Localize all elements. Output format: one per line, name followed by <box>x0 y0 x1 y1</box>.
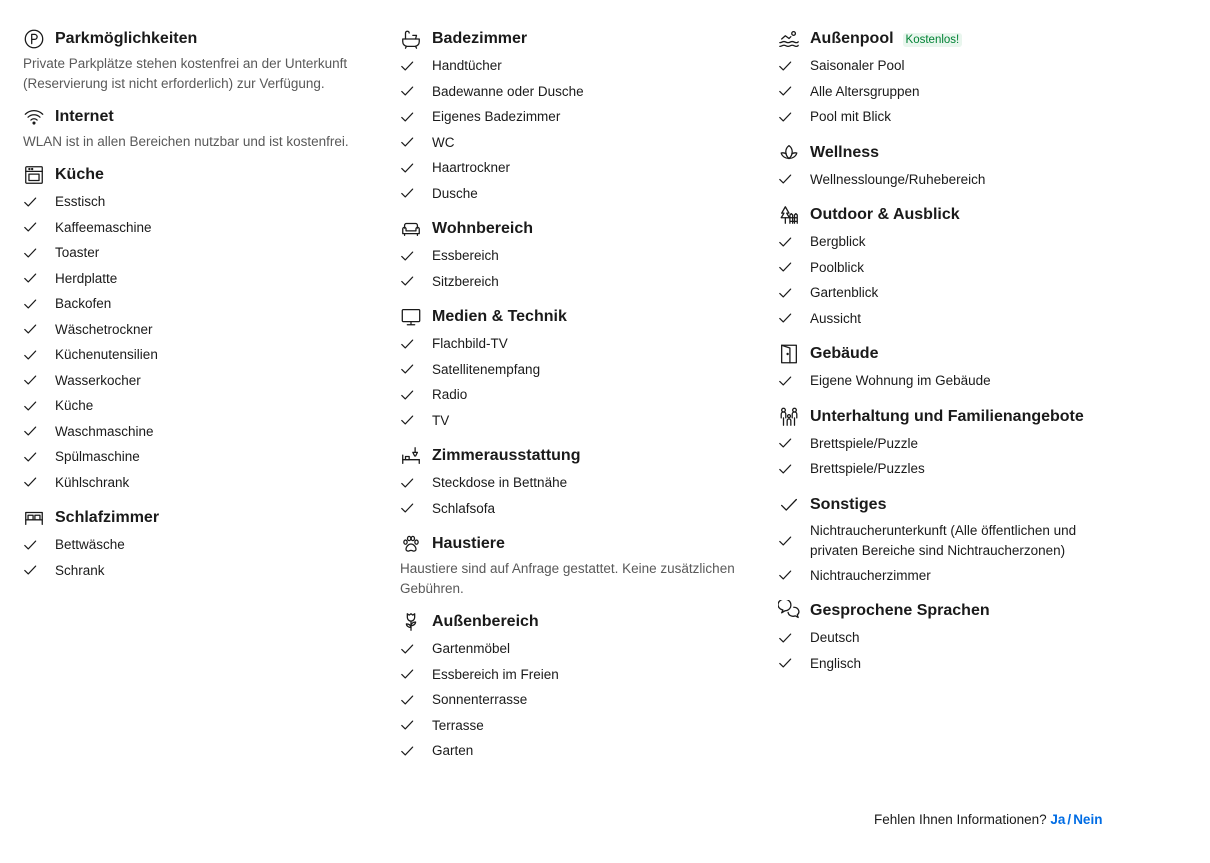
section-header <box>23 162 373 188</box>
check-icon <box>23 297 37 311</box>
section-outdoor <box>400 609 752 764</box>
section-title: Außenbereich <box>432 613 539 630</box>
list-item-label: Kaffeemaschine <box>55 219 152 235</box>
check-icon <box>400 413 414 427</box>
list-item-label: Satellitenempfang <box>432 361 541 377</box>
list-item-label: Englisch <box>810 655 862 671</box>
section-parking <box>23 26 373 94</box>
list-item-label: Deutsch <box>810 630 860 646</box>
section-title: Haustiere <box>432 535 505 552</box>
section-title: Internet <box>55 108 114 125</box>
list-item <box>400 104 752 130</box>
facilities-column-3 <box>778 26 1113 686</box>
section-wellness <box>778 140 1113 193</box>
list-item <box>778 229 1113 255</box>
facility-list <box>400 243 752 294</box>
flower-icon <box>400 611 422 633</box>
section-title: Zimmerausstattung <box>432 447 581 464</box>
list-item-label: Kühlschrank <box>55 474 130 490</box>
list-item-label: Badewanne oder Dusche <box>432 83 584 99</box>
section-title: Badezimmer <box>432 30 528 47</box>
facility-list <box>778 519 1113 589</box>
check-icon <box>400 476 414 490</box>
list-item <box>778 167 1113 193</box>
section-header <box>400 531 752 557</box>
section-header <box>400 443 752 469</box>
feedback-no-link[interactable]: Nein <box>1073 812 1103 827</box>
list-item <box>400 738 752 764</box>
facility-list <box>778 167 1113 193</box>
list-item-label: Gartenblick <box>810 285 879 301</box>
feedback-separator: / <box>1067 812 1072 827</box>
check-icon <box>400 667 414 681</box>
facility-list <box>400 53 752 206</box>
list-item-label: Garten <box>432 743 474 759</box>
section-title: Wellness <box>810 143 880 161</box>
check-icon <box>778 462 792 476</box>
section-title: Sonstiges <box>810 495 887 513</box>
section-title: Outdoor & Ausblick <box>810 206 960 223</box>
list-item <box>400 331 752 357</box>
facility-list <box>23 189 373 495</box>
list-item <box>23 444 373 470</box>
facility-list <box>778 431 1113 482</box>
check-icon <box>778 172 792 186</box>
facilities-column-2 <box>400 26 752 774</box>
section-title: Gebäude <box>810 345 879 362</box>
list-item-label: Terrasse <box>432 717 484 733</box>
section-header <box>400 304 752 330</box>
section-bedroom <box>23 505 373 583</box>
check-icon <box>778 631 792 645</box>
facility-list <box>778 53 1113 130</box>
section-title: Wohnbereich <box>432 220 534 237</box>
list-item <box>778 306 1113 332</box>
list-item-label: Wellnesslounge/Ruhebereich <box>810 171 986 187</box>
check-icon <box>23 246 37 260</box>
list-item <box>778 104 1113 130</box>
family-icon <box>778 406 800 428</box>
list-item-label: Poolblick <box>810 259 865 275</box>
list-item <box>778 456 1113 482</box>
list-item <box>400 130 752 156</box>
wifi-icon <box>23 106 45 128</box>
section-kitchen <box>23 162 373 495</box>
monitor-icon <box>400 306 422 328</box>
section-room <box>400 443 752 521</box>
list-item <box>23 558 373 584</box>
check-icon <box>400 337 414 351</box>
tree-fence-icon <box>778 204 800 226</box>
sofa-icon <box>400 218 422 240</box>
list-item-label: Essbereich im Freien <box>432 666 559 682</box>
facility-list <box>778 229 1113 331</box>
list-item-label: Eigene Wohnung im Gebäude <box>810 373 991 389</box>
feedback-bar <box>874 812 1102 827</box>
list-item <box>778 625 1113 651</box>
list-item <box>23 317 373 343</box>
list-item <box>23 291 373 317</box>
list-item <box>778 53 1113 79</box>
list-item-label: Handtücher <box>432 58 502 74</box>
check-icon <box>23 373 37 387</box>
section-media <box>400 304 752 433</box>
section-header <box>778 598 1113 624</box>
section-description: WLAN ist in allen Bereichen nutzbar und ist kostenfrei. <box>23 134 349 149</box>
list-item-label: Herdplatte <box>55 270 118 286</box>
facility-list <box>778 625 1113 676</box>
list-item-label: Wäschetrockner <box>55 321 153 337</box>
list-item-label: Sonnenterrasse <box>432 692 528 708</box>
list-item-label: Haartrockner <box>432 160 511 176</box>
check-icon <box>23 322 37 336</box>
section-bathroom <box>400 26 752 206</box>
check-icon <box>400 249 414 263</box>
facility-list <box>400 470 752 521</box>
paw-icon <box>400 533 422 555</box>
check-icon <box>778 235 792 249</box>
list-item <box>400 687 752 713</box>
list-item <box>400 470 752 496</box>
check-icon <box>400 161 414 175</box>
list-item-label: TV <box>432 412 450 428</box>
check-icon <box>778 374 792 388</box>
list-item-label: Spülmaschine <box>55 449 140 465</box>
section-header <box>23 26 373 52</box>
list-item <box>778 519 1113 563</box>
section-title: Gesprochene Sprachen <box>810 602 990 619</box>
check-icon <box>400 362 414 376</box>
door-icon <box>778 343 800 365</box>
list-item-label: Bettwäsche <box>55 537 125 553</box>
check-icon <box>778 436 792 450</box>
section-header <box>23 104 373 130</box>
list-item <box>400 713 752 739</box>
check-icon <box>400 186 414 200</box>
list-item <box>400 243 752 269</box>
check-icon <box>23 220 37 234</box>
check-icon <box>400 501 414 515</box>
section-pool <box>778 26 1113 130</box>
check-icon <box>400 642 414 656</box>
check-icon <box>778 260 792 274</box>
list-item <box>778 651 1113 677</box>
check-icon <box>23 271 37 285</box>
check-icon <box>400 59 414 73</box>
list-item-label: Gartenmöbel <box>432 641 511 657</box>
list-item-label: Saisonaler Pool <box>810 58 905 74</box>
list-item <box>23 215 373 241</box>
list-item-label: Eigenes Badezimmer <box>432 109 561 125</box>
facilities-column-1 <box>23 26 373 593</box>
parking-icon <box>23 28 45 50</box>
list-item-label: Esstisch <box>55 194 106 210</box>
check-icon <box>778 84 792 98</box>
bed-icon <box>23 507 45 529</box>
list-item-label: Waschmaschine <box>55 423 154 439</box>
section-building <box>778 341 1113 394</box>
list-item <box>23 419 373 445</box>
list-item <box>778 79 1113 105</box>
checkmark-icon <box>778 494 800 516</box>
list-item-label: Nichtraucherunterkunft (Alle öffentlichen und privaten Bereiche sind Nichtraucherzonen) <box>810 522 1077 558</box>
list-item <box>23 532 373 558</box>
section-internet <box>23 104 373 152</box>
list-item-label: Toaster <box>55 245 100 261</box>
list-item <box>778 431 1113 457</box>
check-icon <box>23 348 37 362</box>
list-item <box>778 368 1113 394</box>
free-badge: Kostenlos! <box>903 33 963 47</box>
section-languages <box>778 598 1113 676</box>
list-item <box>400 382 752 408</box>
check-icon <box>400 744 414 758</box>
section-title: Außenpool <box>810 30 894 47</box>
check-icon <box>778 110 792 124</box>
check-icon <box>23 399 37 413</box>
section-title: Medien & Technik <box>432 308 567 325</box>
speech-bubbles-icon <box>778 600 800 622</box>
section-header <box>778 26 1113 52</box>
list-item <box>778 280 1113 306</box>
facility-list <box>23 532 373 583</box>
section-title: Parkmöglichkeiten <box>55 30 198 47</box>
check-icon <box>400 110 414 124</box>
feedback-yes-link[interactable]: Ja <box>1050 812 1066 827</box>
list-item-label: Schlafsofa <box>432 500 496 516</box>
section-header <box>778 341 1113 367</box>
list-item-label: Radio <box>432 387 468 403</box>
list-item-label: Küchenutensilien <box>55 347 158 363</box>
check-icon <box>23 563 37 577</box>
list-item-label: Wasserkocher <box>55 372 141 388</box>
check-icon <box>400 718 414 732</box>
list-item <box>23 266 373 292</box>
list-item <box>23 240 373 266</box>
section-title: Unterhaltung und Familienangebote <box>810 407 1084 425</box>
section-header <box>778 140 1113 166</box>
list-item <box>400 155 752 181</box>
check-icon <box>778 568 792 582</box>
list-item-label: Brettspiele/Puzzles <box>810 461 925 477</box>
check-icon <box>400 388 414 402</box>
list-item-label: Essbereich <box>432 248 499 264</box>
check-icon <box>400 135 414 149</box>
list-item-label: Bergblick <box>810 234 866 250</box>
check-icon <box>400 84 414 98</box>
section-header <box>400 216 752 242</box>
section-header <box>778 202 1113 228</box>
section-living <box>400 216 752 294</box>
section-header <box>778 492 1113 518</box>
list-item-label: Sitzbereich <box>432 273 499 289</box>
list-item-label: Schrank <box>55 562 105 578</box>
list-item <box>23 368 373 394</box>
section-header <box>778 404 1113 430</box>
list-item-label: Alle Altersgruppen <box>810 83 920 99</box>
check-icon <box>400 693 414 707</box>
check-icon <box>23 424 37 438</box>
feedback-question: Fehlen Ihnen Informationen? <box>874 812 1047 827</box>
list-item <box>778 255 1113 281</box>
list-item <box>23 393 373 419</box>
swimmer-icon <box>778 28 800 50</box>
list-item-label: Aussicht <box>810 310 862 326</box>
check-icon <box>23 538 37 552</box>
list-item-label: Flachbild-TV <box>432 336 508 352</box>
section-description: Private Parkplätze stehen kostenfrei an der Unterkunft (Reservierung ist nicht erforderlich) zur Verfügung. <box>23 56 348 91</box>
check-icon <box>23 475 37 489</box>
section-misc <box>778 492 1113 589</box>
check-icon <box>400 274 414 288</box>
list-item <box>400 496 752 522</box>
section-view <box>778 202 1113 331</box>
section-description: Haustiere sind auf Anfrage gestattet. Keine zusätzlichen Gebühren. <box>400 561 735 596</box>
list-item-label: Backofen <box>55 296 112 312</box>
section-family <box>778 404 1113 482</box>
kitchen-icon <box>23 164 45 186</box>
list-item <box>400 181 752 207</box>
section-title: Schlafzimmer <box>55 509 160 526</box>
list-item <box>400 408 752 434</box>
check-icon <box>23 195 37 209</box>
list-item <box>23 342 373 368</box>
list-item-label: WC <box>432 134 455 150</box>
check-icon <box>778 311 792 325</box>
section-header <box>400 26 752 52</box>
list-item <box>400 357 752 383</box>
section-header <box>400 609 752 635</box>
list-item <box>23 189 373 215</box>
list-item <box>23 470 373 496</box>
list-item-label: Nichtraucherzimmer <box>810 567 931 583</box>
list-item-label: Küche <box>55 398 94 414</box>
section-title: Küche <box>55 166 104 183</box>
facility-list <box>400 636 752 764</box>
list-item-label: Steckdose in Bettnähe <box>432 475 568 491</box>
section-pets <box>400 531 752 599</box>
facility-list <box>400 331 752 433</box>
facility-list <box>778 368 1113 394</box>
check-icon <box>778 59 792 73</box>
check-icon <box>778 286 792 300</box>
list-item-label: Pool mit Blick <box>810 109 892 125</box>
list-item <box>400 79 752 105</box>
list-item <box>400 662 752 688</box>
list-item <box>400 269 752 295</box>
list-item-label: Brettspiele/Puzzle <box>810 435 919 451</box>
room-amenities-icon <box>400 445 422 467</box>
check-icon <box>23 450 37 464</box>
check-icon <box>778 534 792 548</box>
list-item <box>400 53 752 79</box>
lotus-icon <box>778 142 800 164</box>
check-icon <box>778 656 792 670</box>
bathtub-icon <box>400 28 422 50</box>
list-item-label: Dusche <box>432 185 478 201</box>
list-item <box>400 636 752 662</box>
section-header <box>23 505 373 531</box>
list-item <box>778 563 1113 589</box>
